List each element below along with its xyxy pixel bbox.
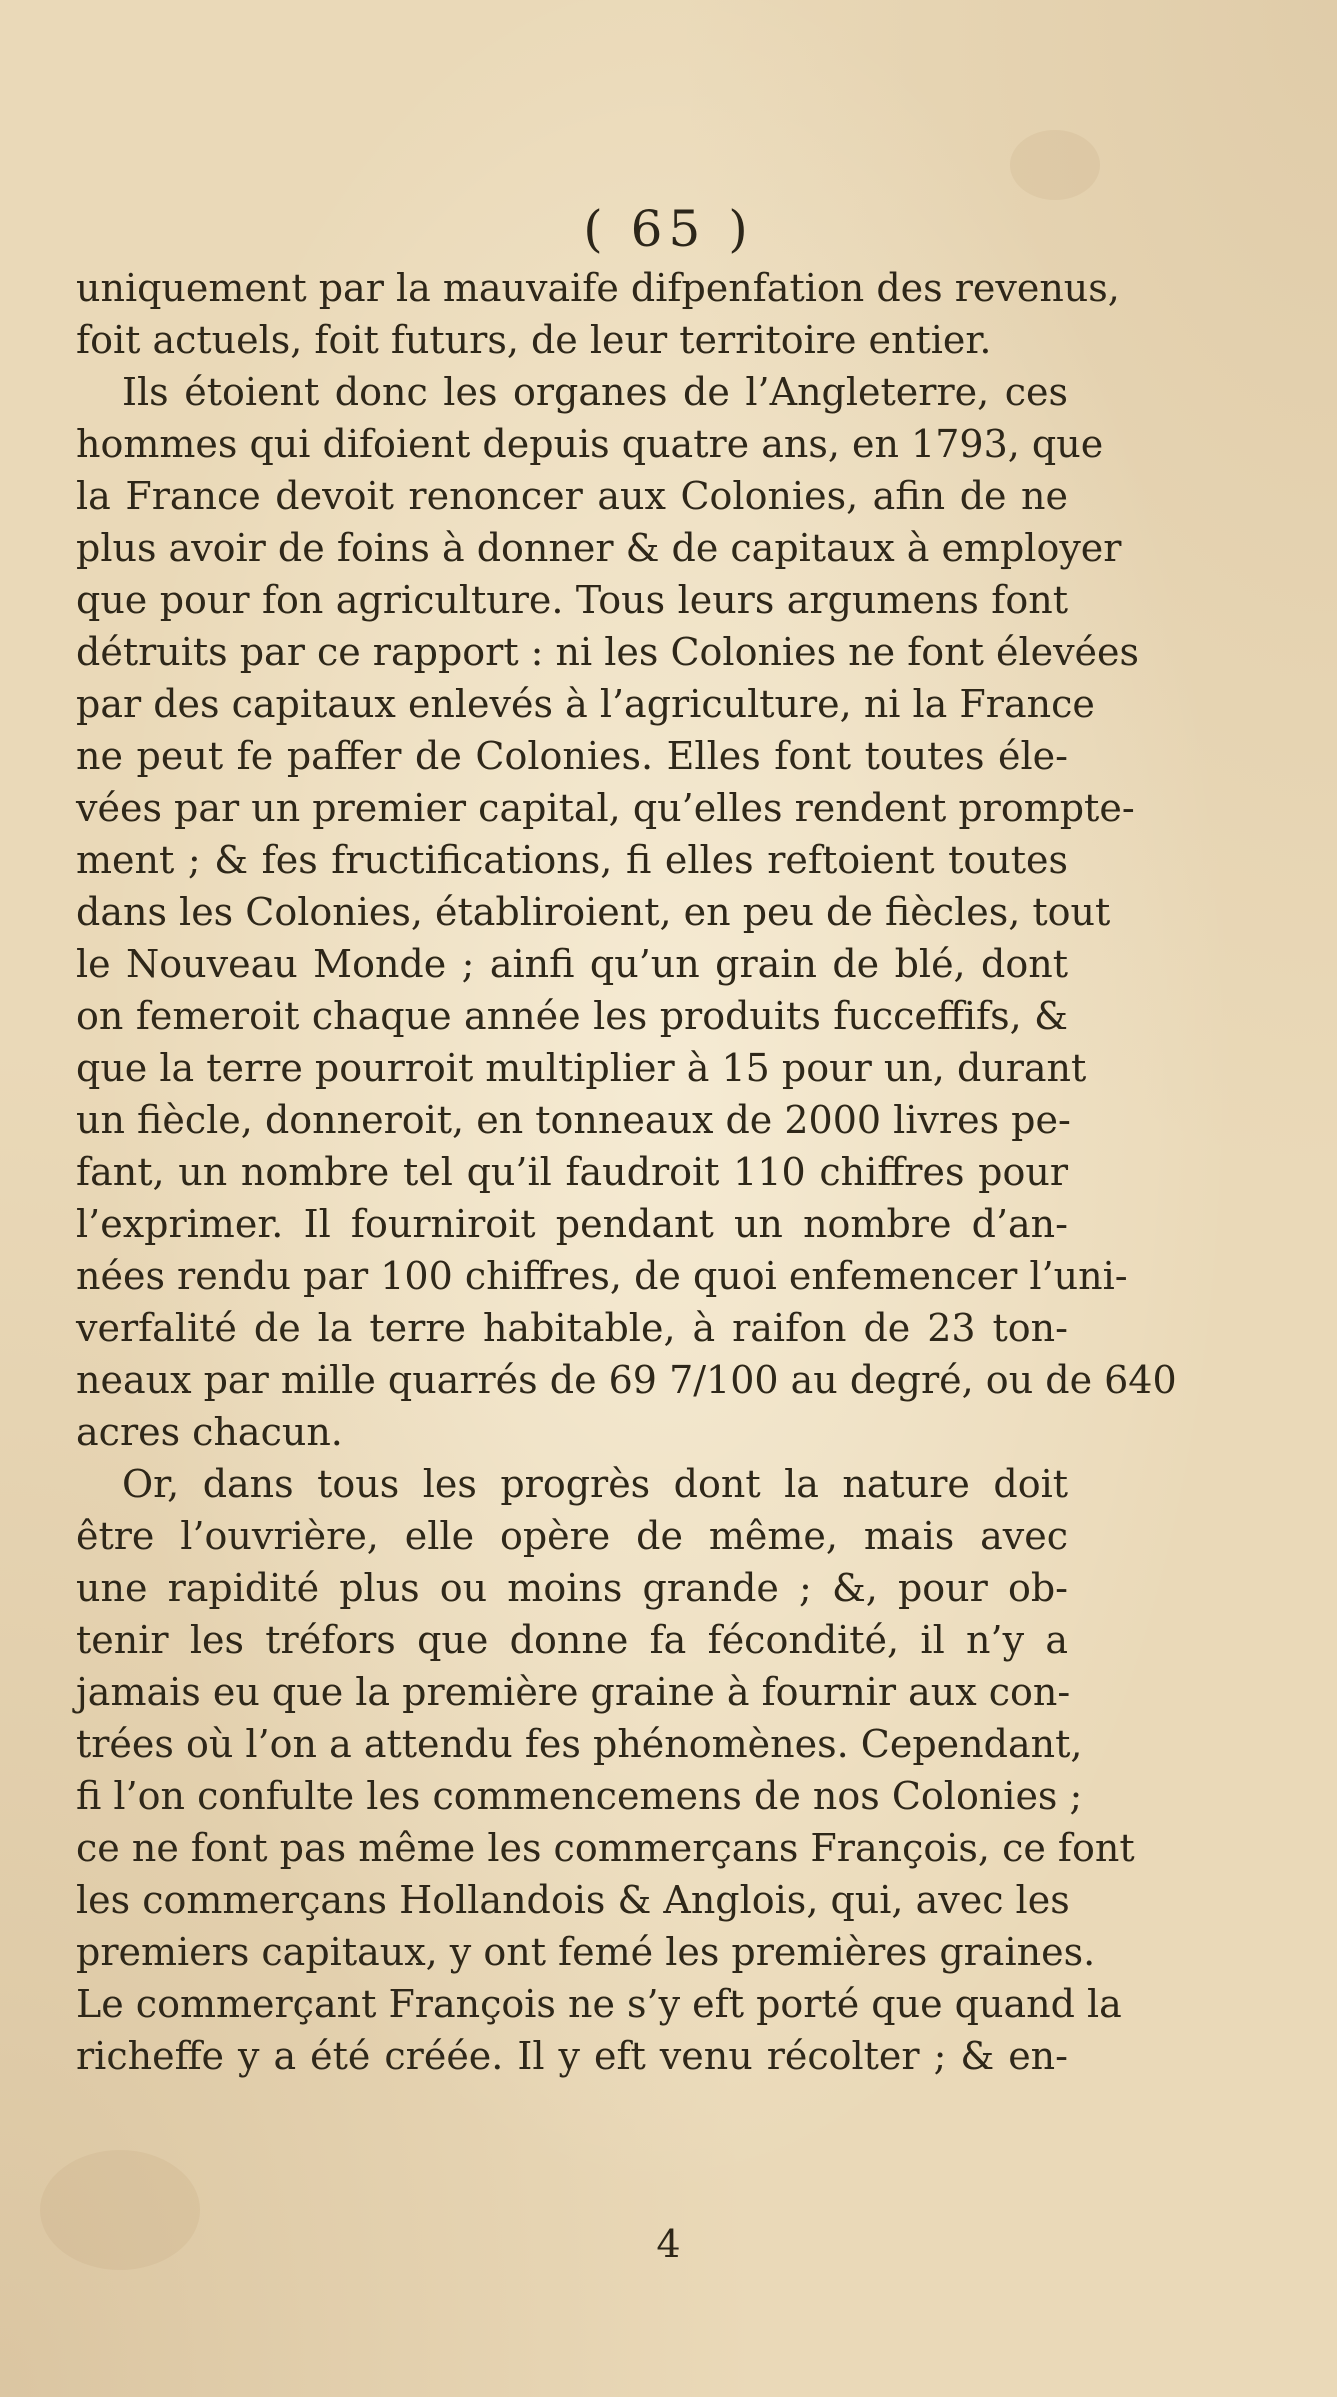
text-line: détruits par ce rapport : ni les Colonies ne font élevées: [76, 630, 1140, 674]
text-line: fant, un nombre tel qu’il faudroit 110 chiffres pour: [76, 1150, 1068, 1194]
text-line: verfalité de la terre habitable, à raifon de 23 ton-: [76, 1306, 1068, 1350]
text-line: nées rendu par 100 chiffres, de quoi enfemencer l’uni-: [76, 1254, 1128, 1298]
text-line: premiers capitaux, y ont femé les premières graines.: [76, 1930, 1096, 1974]
text-line: uniquement par la mauvaife difpenfation des revenus,: [76, 266, 1120, 310]
text-line: que la terre pourroit multiplier à 15 pour un, durant: [76, 1046, 1087, 1090]
text-line: la France devoit renoncer aux Colonies, afin de ne: [76, 474, 1068, 518]
text-line: une rapidité plus ou moins grande ; &, pour ob-: [76, 1566, 1068, 1610]
text-line: fi l’on confulte les commencemens de nos Colonies ;: [76, 1774, 1083, 1818]
text-line: jamais eu que la première graine à fournir aux con-: [76, 1670, 1071, 1714]
text-line: ce ne font pas même les commerçans François, ce font: [76, 1826, 1135, 1870]
text-line: plus avoir de foins à donner & de capitaux à employer: [76, 526, 1122, 570]
text-line: vées par un premier capital, qu’elles rendent prompte-: [76, 786, 1135, 830]
text-line: hommes qui difoient depuis quatre ans, en 1793, que: [76, 422, 1104, 466]
page-folio: ( 65 ): [583, 200, 754, 258]
text-line: être l’ouvrière, elle opère de même, mais avec: [76, 1514, 1068, 1558]
text-line: richeffe y a été créée. Il y eft venu récolter ; & en-: [76, 2034, 1068, 2078]
text-line: acres chacun.: [76, 1410, 343, 1454]
text-line: par des capitaux enlevés à l’agriculture, ni la France: [76, 682, 1095, 726]
text-line: Ils étoient donc les organes de l’Angleterre, ces: [122, 370, 1068, 414]
text-line: tenir les tréfors que donne fa fécondité, il n’y a: [76, 1618, 1068, 1662]
text-line: un fiècle, donneroit, en tonneaux de 2000 livres pe-: [76, 1098, 1071, 1142]
text-line: les commerçans Hollandois & Anglois, qui, avec les: [76, 1878, 1070, 1922]
signature-mark: 4: [656, 2222, 681, 2266]
text-line: le Nouveau Monde ; ainfi qu’un grain de blé, dont: [76, 942, 1068, 986]
text-line: trées où l’on a attendu fes phénomènes. Cependant,: [76, 1722, 1083, 1766]
text-line: on femeroit chaque année les produits fucceffifs, &: [76, 994, 1068, 1038]
text-line: Le commerçant François ne s’y eft porté que quand la: [76, 1982, 1122, 2026]
text-line: l’exprimer. Il fourniroit pendant un nombre d’an-: [76, 1202, 1068, 1246]
text-line: neaux par mille quarrés de 69 7/100 au degré, ou de 640: [76, 1358, 1177, 1402]
text-line: dans les Colonies, établiroient, en peu de fiècles, tout: [76, 890, 1111, 934]
text-line: ne peut fe paffer de Colonies. Elles font toutes éle-: [76, 734, 1068, 778]
text-line: ment ; & fes fructifications, fi elles reftoient toutes: [76, 838, 1068, 882]
paper-stain: [1010, 130, 1100, 200]
text-line: foit actuels, foit futurs, de leur territoire entier.: [76, 318, 992, 362]
text-line: que pour fon agriculture. Tous leurs argumens font: [76, 578, 1068, 622]
text-line: Or, dans tous les progrès dont la nature doit: [122, 1462, 1068, 1506]
body-text: [76, 262, 1177, 2082]
